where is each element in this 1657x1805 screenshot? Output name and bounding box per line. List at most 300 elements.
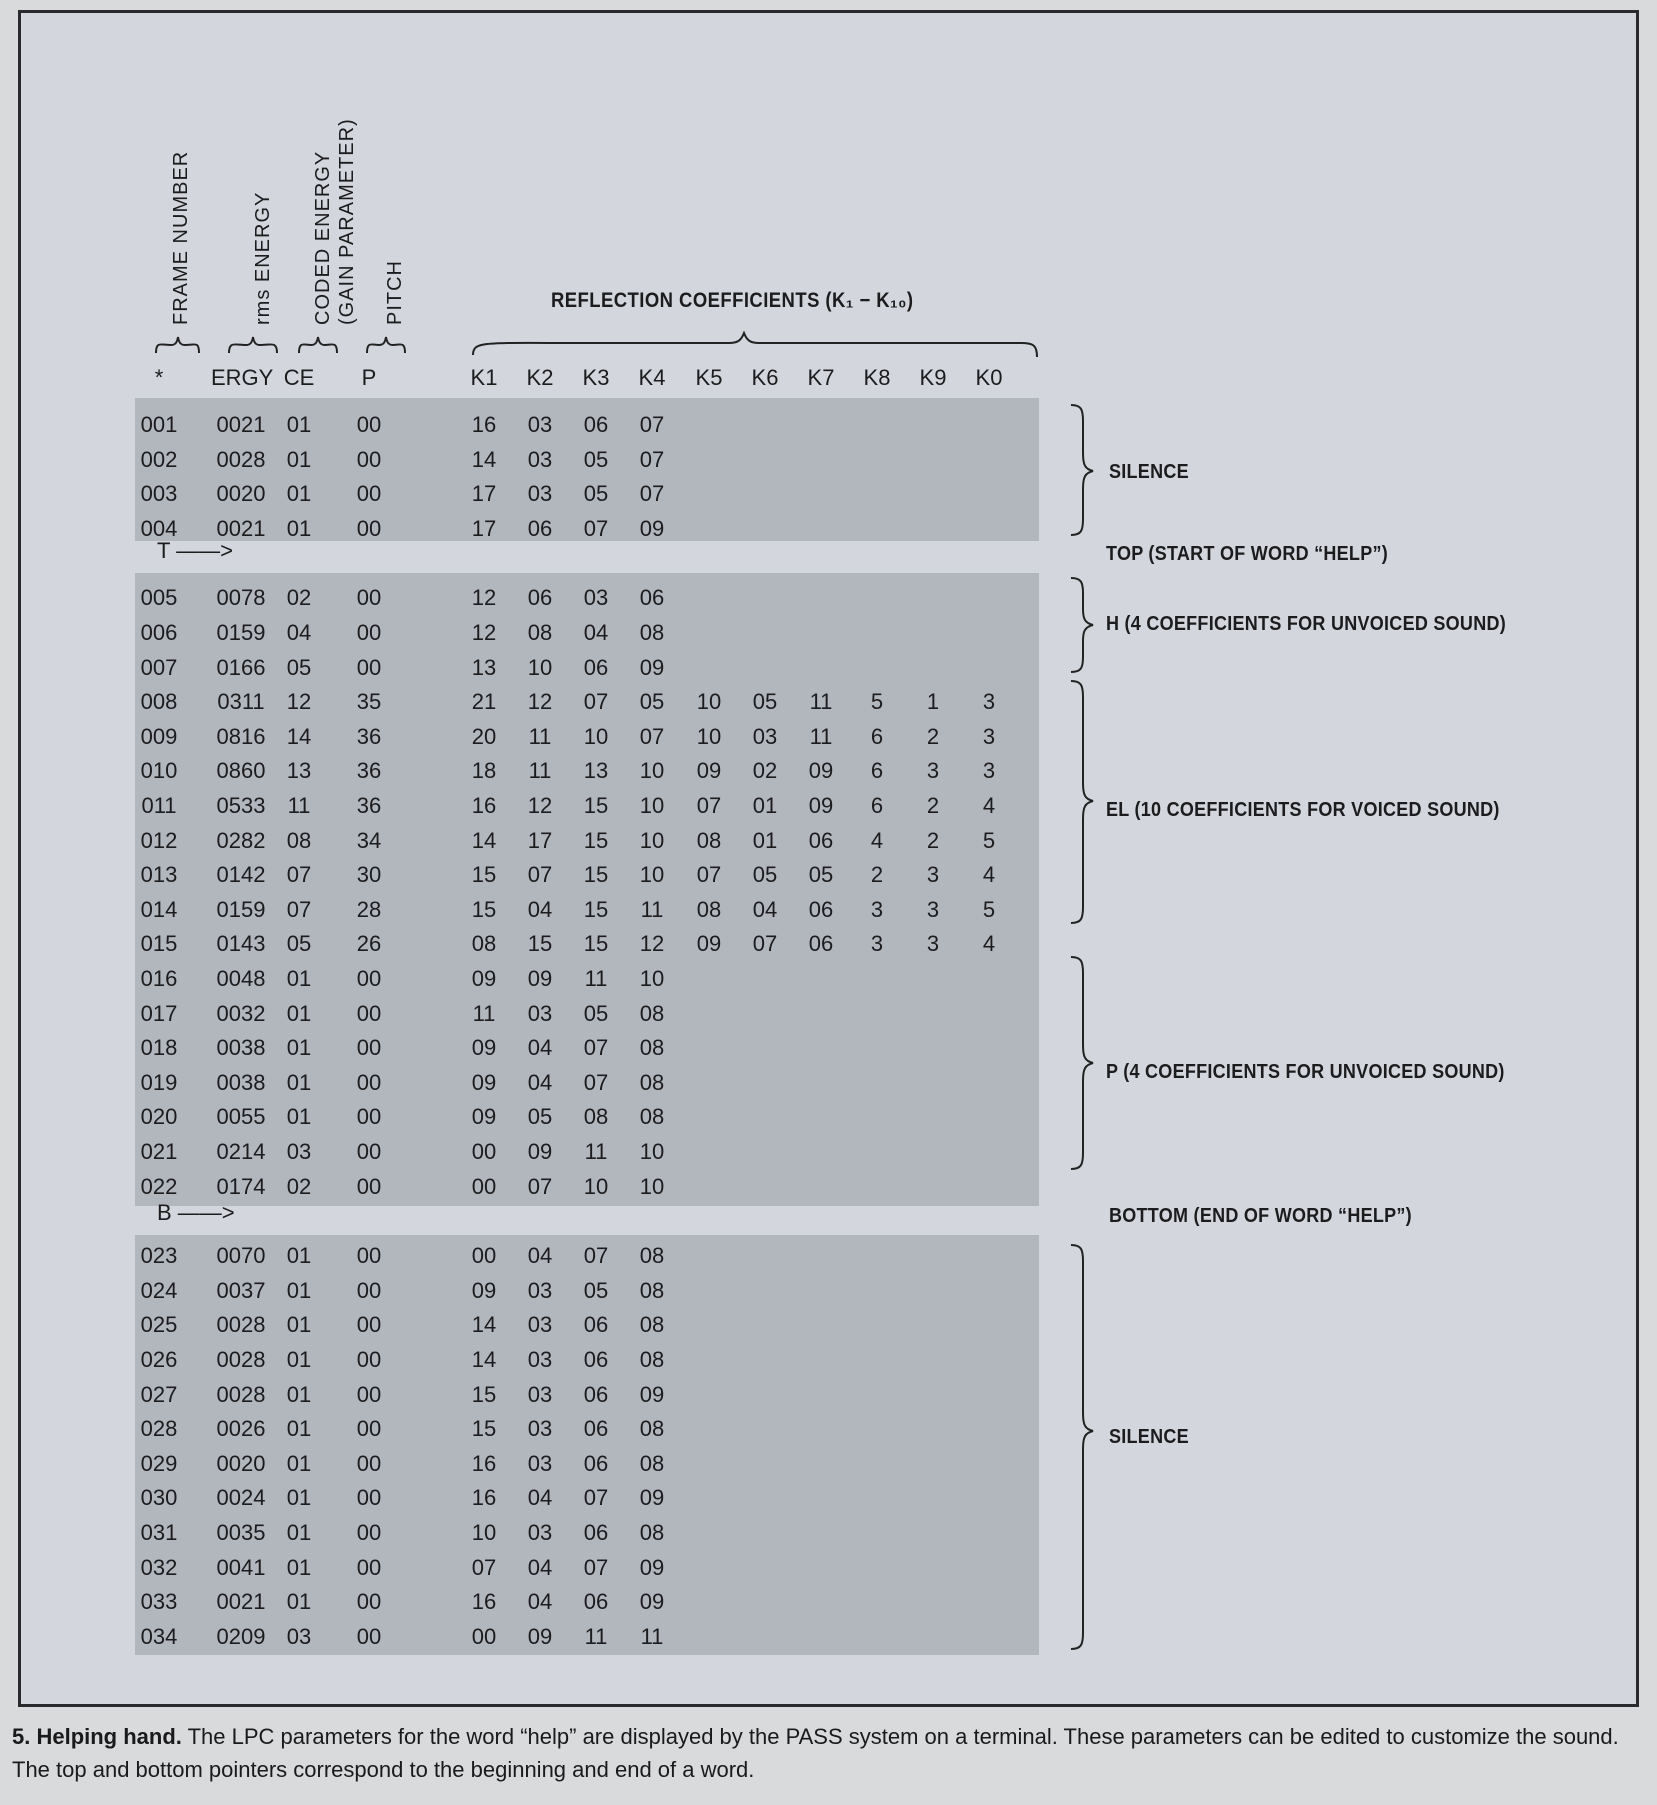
table-cell: 0037 (216, 1277, 266, 1303)
column-header: K8 (863, 365, 891, 390)
table-cell: 011 (141, 793, 177, 818)
caption-title: 5. Helping hand. (12, 1724, 182, 1749)
table-cell: 07 (471, 1554, 497, 1580)
table-cell: 0048 (216, 966, 266, 991)
table-row (21, 1412, 1121, 1446)
table-cell: 09 (639, 1589, 665, 1615)
table-cell: 12 (527, 689, 553, 715)
table-cell: 022 (140, 1173, 178, 1199)
table-row (21, 720, 1121, 754)
table-cell: 10 (639, 1173, 665, 1199)
table-cell: 07 (639, 446, 665, 472)
table-cell: 0028 (216, 1381, 266, 1407)
table-cell: 26 (356, 931, 382, 957)
table-cell: 05 (583, 1277, 609, 1303)
table-cell: 08 (639, 1347, 665, 1372)
table-row (21, 1100, 1121, 1134)
table-cell: 06 (583, 1520, 609, 1545)
table-cell: 02 (286, 1173, 312, 1199)
table-cell: 14 (471, 827, 497, 853)
table-cell: 16 (471, 1485, 497, 1511)
table-cell: 0020 (216, 1450, 266, 1476)
caption-text: The LPC parameters for the word “help” are displayed by the PASS system on a terminal. These parameters can be edited to customize the sound. The top and bottom pointers correspond to the beginning and end of a word. (12, 1724, 1619, 1782)
table-cell: 10 (639, 862, 665, 888)
label-p: P (4 COEFFICIENTS FOR UNVOICED SOUND) (1106, 1061, 1505, 1083)
table-cell: 07 (583, 1243, 609, 1269)
table-cell: 01 (286, 1450, 312, 1476)
table-cell: 5 (982, 827, 996, 853)
table-cell: 6 (870, 723, 884, 749)
table-cell: 03 (527, 412, 553, 437)
header-coded-energy: CODED ENERGY (312, 150, 334, 325)
table-cell: 09 (696, 931, 722, 957)
table-cell: 0038 (216, 1069, 266, 1095)
table-cell: 08 (527, 620, 553, 645)
table-cell: 0166 (216, 654, 266, 680)
table-cell: 15 (471, 1416, 497, 1442)
table-cell: 07 (286, 862, 312, 888)
table-cell: 10 (639, 793, 665, 818)
table-cell: 6 (870, 758, 884, 784)
table-cell: 0021 (216, 412, 266, 437)
table-cell: 01 (286, 1069, 312, 1095)
table-cell: 04 (583, 620, 609, 645)
table-cell: 01 (286, 1485, 312, 1511)
table-row (21, 789, 1121, 823)
table-cell: 00 (356, 1069, 382, 1095)
table-cell: 3 (926, 896, 940, 922)
table-cell: 00 (356, 1589, 382, 1615)
table-cell: 027 (140, 1381, 178, 1407)
column-header: K9 (919, 365, 947, 390)
table-cell: 15 (527, 931, 553, 957)
brace-silence-1 (1071, 405, 1093, 535)
table-cell: 17 (471, 515, 497, 541)
table-cell: 07 (583, 1485, 609, 1511)
table-cell: 03 (286, 1139, 312, 1164)
table-row (21, 443, 1121, 477)
table-cell: 00 (356, 1000, 382, 1026)
table-cell: 15 (583, 931, 609, 957)
table-cell: 17 (527, 827, 553, 853)
table-cell: 06 (583, 1381, 609, 1407)
table-cell: 11 (584, 966, 608, 991)
table-cell: 6 (870, 793, 884, 818)
table-cell: 00 (356, 1485, 382, 1511)
table-cell: 029 (140, 1450, 178, 1476)
table-cell: 09 (696, 758, 722, 784)
table-cell: 0021 (216, 1589, 266, 1615)
table-cell: 11 (809, 723, 833, 749)
table-cell: 3 (870, 896, 884, 922)
table-cell: 11 (528, 723, 552, 749)
table-row (21, 1239, 1121, 1273)
table-cell: 06 (583, 1347, 609, 1372)
table-cell: 08 (639, 1104, 665, 1130)
table-cell: 07 (527, 1173, 553, 1199)
column-header: ERGY (211, 365, 274, 390)
table-cell: 15 (583, 793, 609, 818)
table-cell: 07 (639, 723, 665, 749)
table-cell: 00 (471, 1623, 497, 1649)
table-cell: 10 (527, 654, 553, 680)
brace-reflection (473, 333, 1037, 357)
table-cell: 015 (140, 931, 178, 957)
table-cell: 00 (471, 1243, 497, 1269)
table-cell: 09 (639, 1554, 665, 1580)
table-cell: 03 (527, 1450, 553, 1476)
table-cell: 00 (356, 620, 382, 645)
reflection-coefficients-title: REFLECTION COEFFICIENTS (K₁ − K₁₀) (551, 289, 914, 312)
table-cell: 00 (356, 1139, 382, 1164)
table-cell: 07 (583, 1035, 609, 1061)
table-cell: 01 (286, 1243, 312, 1269)
table-cell: 3 (982, 689, 996, 715)
table-cell: 06 (583, 1416, 609, 1442)
table-cell: 36 (356, 723, 382, 749)
table-cell: 0860 (216, 758, 266, 784)
table-cell: 08 (639, 1312, 665, 1338)
table-cell: 08 (639, 1416, 665, 1442)
table-cell: 36 (356, 758, 382, 784)
table-cell: 01 (286, 481, 312, 507)
brace-el (1071, 681, 1093, 923)
table-cell: 07 (286, 896, 312, 922)
table-cell: 3 (926, 862, 940, 888)
table-cell: 07 (583, 1069, 609, 1095)
table-cell: 3 (982, 758, 996, 784)
table-cell: 00 (356, 1312, 382, 1338)
table-cell: 02 (752, 758, 778, 784)
table-cell: 06 (808, 827, 834, 853)
table-cell: 01 (286, 412, 312, 437)
label-silence-1: SILENCE (1109, 461, 1189, 483)
table-cell: 0078 (216, 585, 266, 611)
table-cell: 01 (286, 1381, 312, 1407)
table-cell: 0142 (216, 862, 266, 888)
table-cell: 007 (140, 654, 178, 680)
table-cell: 1 (926, 689, 940, 715)
column-header: K3 (582, 365, 610, 390)
table-cell: 10 (639, 758, 665, 784)
table-cell: 16 (471, 1589, 497, 1615)
table-cell: 10 (639, 966, 665, 991)
table-cell: 00 (356, 1173, 382, 1199)
table-cell: 04 (527, 1485, 553, 1511)
table-row (21, 1066, 1121, 1100)
top-pointer: T ——> (157, 538, 234, 563)
table-cell: 11 (287, 793, 311, 818)
table-cell: 08 (583, 1104, 609, 1130)
brace-frame (156, 337, 199, 353)
column-header: K2 (526, 365, 554, 390)
table-cell: 12 (471, 585, 497, 611)
column-header: K7 (807, 365, 835, 390)
brace-ce (299, 337, 337, 353)
table-cell: 15 (583, 896, 609, 922)
table-cell: 02 (286, 585, 312, 611)
table-cell: 01 (286, 1277, 312, 1303)
table-cell: 001 (140, 412, 178, 437)
bottom-pointer: B ——> (157, 1200, 235, 1225)
table-cell: 026 (140, 1347, 178, 1372)
table-cell: 11 (640, 896, 664, 922)
table-cell: 01 (286, 446, 312, 472)
table-cell: 05 (286, 654, 312, 680)
table-cell: 020 (140, 1104, 178, 1130)
table-row (21, 1551, 1121, 1585)
table-cell: 34 (356, 827, 382, 853)
table-cell: 10 (471, 1520, 497, 1545)
table-cell: 03 (527, 446, 553, 472)
table-cell: 012 (140, 827, 178, 853)
segment-braces (1051, 13, 1111, 1693)
table-cell: 04 (286, 620, 312, 645)
table-cell: 3 (870, 931, 884, 957)
table-cell: 0209 (216, 1623, 266, 1649)
table-cell: 0816 (216, 723, 266, 749)
table-cell: 0159 (216, 620, 266, 645)
table-cell: 0282 (216, 827, 266, 853)
table-cell: 00 (356, 654, 382, 680)
header-gain-parameter: (GAIN PARAMETER) (336, 118, 358, 325)
table-cell: 00 (356, 1416, 382, 1442)
table-cell: 01 (752, 793, 778, 818)
table-cell: 10 (583, 1173, 609, 1199)
table-cell: 08 (639, 1243, 665, 1269)
table-cell: 01 (286, 966, 312, 991)
table-cell: 017 (140, 1000, 178, 1026)
table-cell: 36 (356, 793, 382, 818)
table-cell: 2 (870, 862, 884, 888)
table-cell: 16 (471, 793, 497, 818)
table-cell: 09 (527, 966, 553, 991)
table-cell: 033 (140, 1589, 178, 1615)
table-cell: 09 (639, 1381, 665, 1407)
table-cell: 11 (809, 689, 833, 715)
table-cell: 4 (982, 931, 996, 957)
table-cell: 0028 (216, 1312, 266, 1338)
header-braces (21, 331, 1041, 361)
table-cell: 5 (870, 689, 884, 715)
table-cell: 05 (583, 1000, 609, 1026)
table-cell: 11 (584, 1139, 608, 1164)
table-cell: 01 (286, 1416, 312, 1442)
table-cell: 06 (583, 654, 609, 680)
table-cell: 08 (639, 1450, 665, 1476)
table-cell: 006 (140, 620, 178, 645)
table-cell: 010 (140, 758, 178, 784)
brace-p (367, 337, 405, 353)
table-cell: 08 (471, 931, 497, 957)
table-cell: 14 (286, 723, 312, 749)
table-cell: 00 (471, 1139, 497, 1164)
table-cell: 21 (471, 689, 497, 715)
table-cell: 03 (527, 1277, 553, 1303)
table-cell: 06 (583, 1589, 609, 1615)
table-row (21, 1516, 1121, 1550)
table-cell: 08 (639, 1277, 665, 1303)
table-cell: 09 (471, 1035, 497, 1061)
table-cell: 01 (286, 1000, 312, 1026)
figure-caption (12, 1720, 1642, 1786)
table-cell: 09 (471, 966, 497, 991)
table-cell: 05 (752, 862, 778, 888)
table-cell: 014 (140, 896, 178, 922)
table-cell: 13 (286, 758, 312, 784)
table-cell: 021 (140, 1139, 178, 1164)
table-cell: 01 (286, 1035, 312, 1061)
table-cell: 05 (639, 689, 665, 715)
column-header: K5 (695, 365, 723, 390)
table-cell: 07 (639, 481, 665, 507)
table-row (21, 824, 1121, 858)
table-cell: 008 (140, 689, 178, 715)
table-cell: 0159 (216, 896, 266, 922)
table-cell: 08 (639, 1035, 665, 1061)
table-cell: 0143 (216, 931, 266, 957)
table-cell: 0028 (216, 1347, 266, 1372)
table-row (21, 1481, 1121, 1515)
table-cell: 00 (356, 1277, 382, 1303)
table-cell: 11 (472, 1000, 496, 1026)
table-cell: 03 (527, 1347, 553, 1372)
table-cell: 034 (140, 1623, 178, 1649)
table-cell: 15 (583, 827, 609, 853)
table-cell: 4 (982, 793, 996, 818)
table-row (21, 858, 1121, 892)
table-cell: 07 (527, 862, 553, 888)
table-cell: 07 (583, 689, 609, 715)
table-cell: 08 (286, 827, 312, 853)
table-cell: 00 (356, 1035, 382, 1061)
table-cell: 4 (982, 862, 996, 888)
table-cell: 07 (752, 931, 778, 957)
table-cell: 12 (286, 689, 312, 715)
table-cell: 023 (140, 1243, 178, 1269)
table-cell: 09 (639, 1485, 665, 1511)
table-cell: 05 (286, 931, 312, 957)
table-cell: 09 (639, 654, 665, 680)
table-cell: 30 (356, 862, 382, 888)
table-cell: 04 (527, 1035, 553, 1061)
column-header: K0 (975, 365, 1003, 390)
table-row (21, 962, 1121, 996)
table-cell: 11 (528, 758, 552, 784)
table-row (21, 1620, 1121, 1654)
table-cell: 10 (583, 723, 609, 749)
table-row (21, 997, 1121, 1031)
table-cell: 11 (584, 1623, 608, 1649)
table-cell: 06 (583, 1312, 609, 1338)
table-cell: 4 (870, 827, 884, 853)
table-cell: 11 (640, 1623, 664, 1649)
table-row (21, 1031, 1121, 1065)
column-header: P (361, 365, 377, 390)
table-cell: 10 (639, 827, 665, 853)
table-cell: 2 (926, 827, 940, 853)
table-cell: 01 (286, 1347, 312, 1372)
table-row (21, 616, 1121, 650)
table-cell: 013 (140, 862, 178, 888)
table-row (21, 1447, 1121, 1481)
table-cell: 025 (140, 1312, 178, 1338)
table-cell: 03 (527, 1000, 553, 1026)
label-bottom: BOTTOM (END OF WORD “HELP”) (1109, 1205, 1412, 1227)
brace-p (1071, 957, 1093, 1169)
table-cell: 16 (471, 1450, 497, 1476)
table-cell: 08 (639, 1000, 665, 1026)
table-cell: 00 (356, 1243, 382, 1269)
table-cell: 14 (471, 1312, 497, 1338)
table-cell: 031 (140, 1520, 178, 1545)
brace-silence-2 (1071, 1245, 1093, 1649)
table-cell: 03 (752, 723, 778, 749)
table-cell: 0214 (216, 1139, 266, 1164)
table-cell: 030 (140, 1485, 178, 1511)
table-cell: 00 (356, 412, 382, 437)
table-cell: 2 (926, 723, 940, 749)
table-cell: 3 (926, 931, 940, 957)
table-cell: 09 (527, 1623, 553, 1649)
table-cell: 019 (140, 1069, 178, 1095)
table-cell: 05 (752, 689, 778, 715)
column-header: * (154, 365, 164, 390)
table-cell: 03 (527, 481, 553, 507)
table-cell: 15 (471, 862, 497, 888)
table-cell: 00 (356, 446, 382, 472)
table-cell: 0174 (216, 1173, 266, 1199)
table-cell: 20 (471, 723, 497, 749)
table-cell: 01 (286, 1554, 312, 1580)
table-cell: 01 (286, 515, 312, 541)
brace-h (1071, 578, 1093, 672)
table-cell: 0533 (216, 793, 266, 818)
table-cell: 016 (140, 966, 178, 991)
table-cell: 00 (356, 966, 382, 991)
table-cell: 00 (356, 1450, 382, 1476)
table-cell: 10 (639, 1139, 665, 1164)
table-cell: 01 (286, 1104, 312, 1130)
table-row (21, 1135, 1121, 1169)
table-cell: 04 (527, 1554, 553, 1580)
table-cell: 00 (356, 515, 382, 541)
table-cell: 05 (583, 446, 609, 472)
header-rms-energy: rms ENERGY (252, 191, 274, 325)
table-cell: 00 (356, 481, 382, 507)
table-cell: 06 (639, 585, 665, 611)
table-cell: 08 (696, 827, 722, 853)
table-row (21, 1343, 1121, 1377)
table-cell: 0035 (216, 1520, 266, 1545)
table-cell: 14 (471, 446, 497, 472)
table-cell: 0021 (216, 515, 266, 541)
table-cell: 0024 (216, 1485, 266, 1511)
brace-ergy (229, 337, 277, 353)
figure-panel (18, 10, 1639, 1707)
table-cell: 032 (140, 1554, 178, 1580)
table-cell: 15 (471, 1381, 497, 1407)
table-cell: 05 (527, 1104, 553, 1130)
table-cell: 03 (527, 1520, 553, 1545)
table-cell: 00 (356, 1381, 382, 1407)
table-cell: 08 (696, 896, 722, 922)
table-cell: 0028 (216, 446, 266, 472)
table-cell: 0038 (216, 1035, 266, 1061)
table-cell: 18 (471, 758, 497, 784)
table-cell: 09 (471, 1277, 497, 1303)
table-row (21, 477, 1121, 511)
